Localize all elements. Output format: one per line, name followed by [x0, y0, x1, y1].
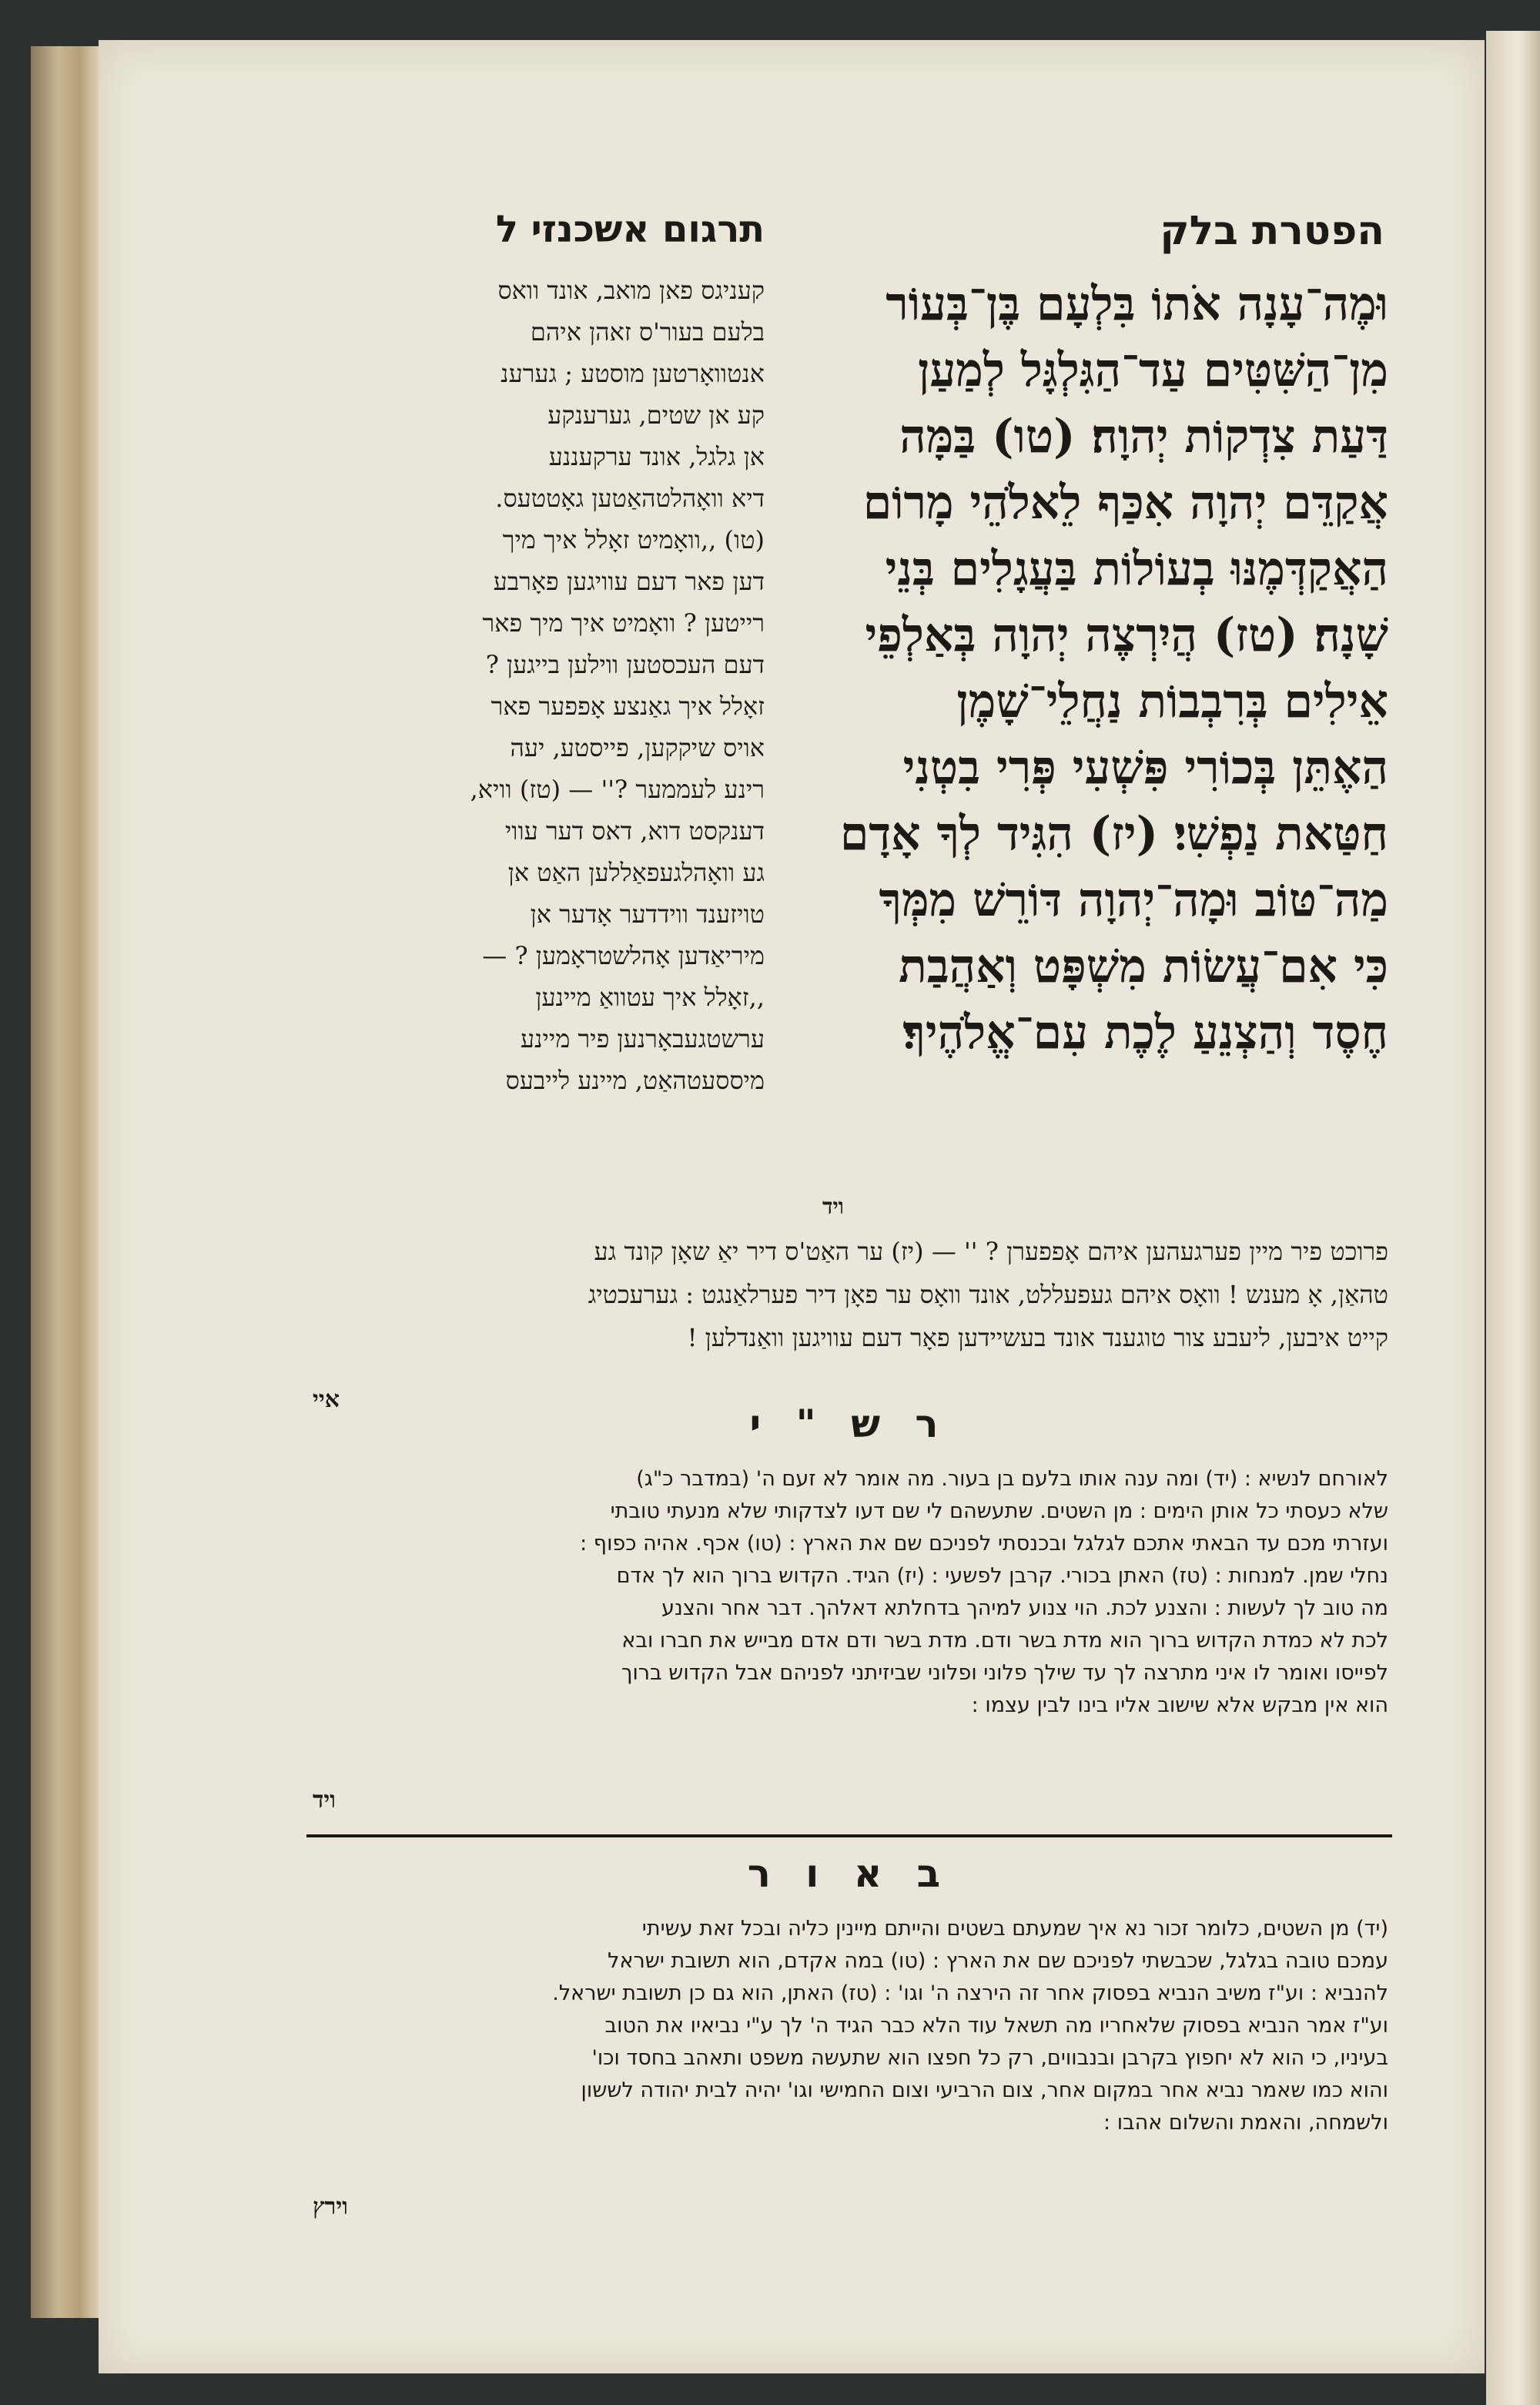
hebrew-verse-line: וּמֶה־עָנָה אֹתוֹ בִּלְעָם בֶּן־בְּעוֹר	[886, 277, 1388, 331]
rashi-line: לכת לא כמדת הקדוש ברוך הוא מדת בשר ודם. מדת בשר ודם אדם מבייש את חברו ובא	[621, 1629, 1388, 1653]
yiddish-continuation-line: קייט איבען, ליעבע צור טוגענד אונד בעשיידען פאָר דעם עוויגען וואַנדלען !	[687, 1323, 1388, 1352]
yiddish-line: טויזענד ווידדער אָדער אן	[530, 899, 765, 929]
yiddish-line: זאָלל איך גאַנצע אָפפער פאר	[490, 692, 765, 721]
yiddish-line: אויס שיקקען, פייסטע, יעה	[510, 733, 765, 762]
yiddish-line: רייטען ? וואָמיט איך מיך פאר	[482, 608, 765, 638]
yiddish-line: דען פאר דעם עוויגען פאָרבע	[493, 567, 765, 596]
hebrew-verse-line: חַטַּאת נַפְשִׁי׃ (יז) הִגִּיד לְךָ אָדָם	[839, 807, 1388, 861]
hebrew-verse-line: חֶסֶד וְהַצְנֵעַ לֶכֶת עִם־אֱלֹהֶיךָ׃	[902, 1006, 1388, 1060]
rashi-line: מה טוב לך לעשות : והצנע לכת. הוי צנוע למיהך בדחלתא דאלהך. דבר אחר והצנע	[661, 1596, 1388, 1620]
book-page	[99, 40, 1485, 2373]
rashi-line: שלא כעסתי כל אותן הימים : מן השטים. שתעשהם לי שם דעו לצדקותי שלא מנעתי טובתי	[610, 1499, 1388, 1523]
biur-commentary	[310, 1913, 1388, 2139]
hebrew-verse-column	[772, 271, 1388, 1066]
biur-line: להנביא : וע"ז משיב הנביא בפסוק אחר זה הירצה ה' וגו' : (טז) האתן, הוא גם כן תשובת ישראל.	[552, 1981, 1388, 2005]
hebrew-verse-line: הַאֶתֵּן בְּכוֹרִי פִּשְׁעִי פְּרִי בִטְנִי	[902, 741, 1388, 795]
hebrew-verse-line: דַּעַת צִדְקוֹת יְהוָה׃ (טו) בַּמָּה	[899, 410, 1388, 464]
biur-heading: ב א ו ר	[747, 1851, 952, 1896]
yiddish-line: (טו) ,,וואָמיט זאָלל איך מיך	[502, 525, 765, 554]
yiddish-catchword: איי	[313, 1386, 340, 1413]
biur-line: עמכם טובה בגלגל, שכבשתי לפניכם שם את הארץ : (טו) במה אקדם, הוא תשובת ישראל	[608, 1949, 1388, 1973]
yiddish-line: מיססעטהאַט, מיינע לייבעס	[505, 1066, 765, 1095]
yiddish-line: ,,זאָלל איך עטוואַ מיינען	[535, 983, 765, 1012]
hebrew-verse-line: מִן־הַשִּׁטִּים עַד־הַגִּלְגָּל לְמַעַן	[918, 343, 1388, 397]
rashi-line: הוא אין מבקש אלא שישוב אליו בינו לבין עצמו :	[971, 1693, 1388, 1717]
yiddish-continuation-line: טהאַן, אָ מענש ! וואָס איהם געפעללט, אונד וואָס ער פאָן דיר פערלאַנגט : גערעכטיג	[588, 1280, 1388, 1309]
rashi-line: לאורחם לנשיא : (יד) ומה ענה אותו בלעם בן בעור. מה אומר לא זעם ה' (במדבר כ"ג)	[636, 1467, 1388, 1491]
yiddish-line: בלעם בעור'ס זאהן איהם	[530, 317, 765, 347]
yiddish-line: רינע לעממער ?'' — (טז) וויא,	[470, 775, 765, 804]
yiddish-translation-column	[310, 270, 765, 1101]
yiddish-continuation-line: פרוכט פיר מיין פערגעהען איהם אָפפערן ? '' — (יז) ער האַט'ס דיר יאַ שאָן קונד גע	[594, 1237, 1388, 1266]
yiddish-line: אן גלגל, אונד ערקעננע	[548, 442, 765, 471]
hebrew-verse-line: מַה־טּוֹב וּמָה־יְהוָה דּוֹרֵשׁ מִמְּךָ	[879, 873, 1388, 927]
hebrew-verse-line: הַאֲקַדְּמֶנּוּ בְעוֹלוֹת בַּעֲגָלִים בְּנֵי	[885, 542, 1388, 596]
yiddish-line: מיריאַדען אָהלשטראָמען ? —	[482, 941, 765, 970]
hebrew-verse-line: שָׁנָה׃ (טז) הֲיִרְצֶה יְהוָה בְּאַלְפֵי	[865, 608, 1388, 662]
yiddish-line: קעניגס פאן מואב, אונד וואס	[497, 276, 765, 305]
biur-line: וע"ז אמר הנביא בפסוק שלאחריו מה תשאל עוד הלא כבר הגיד ה' לך ע"י נביאיו את הטוב	[604, 2014, 1388, 2038]
rashi-line: ועזרתי מכם עד הבאתי אתכם לגלגל ובכנסתי לפניכם שם את הארץ : (טו) אכף. אהיה כפוף :	[580, 1532, 1388, 1556]
yiddish-line: גע וואָהלגעפאַללען האַט אן	[507, 858, 765, 887]
book-edge-right	[1486, 31, 1540, 2405]
hebrew-catchword: ויד	[822, 1194, 844, 1219]
biur-line: בעיניו, כי הוא לא יחפוץ בקרבן ובנבווים, רק כל חפצו הוא שתעשה משפט ותאהב בחסד וכו'	[591, 2046, 1388, 2070]
hebrew-verse-line: אֲקַדֵּם יְהוָה אִכַּף לֵאלֹהֵי מָרוֹם	[862, 476, 1388, 530]
page-header-targum: תרגום אשכנזי ל	[495, 208, 765, 251]
biur-line: (יד) מן השטים, כלומר זכור נא איך שמעתם בשטים והייתם מיינין כליה ובכל זאת עשיתי	[641, 1917, 1388, 1941]
yiddish-line: קע אן שטים, גערענקע	[547, 400, 765, 430]
yiddish-line: דיא וואָהלטהאַטען גאָטטעס.	[495, 484, 765, 513]
rashi-line: נחלי שמן. למנחות : (טז) האתן בכורי. קרבן לפשעי : (יז) הגיד. הקדוש ברוך הוא לך אדם	[616, 1564, 1388, 1588]
yiddish-line: ערשטגעבאָרנען פיר מיינע	[521, 1024, 765, 1053]
book-edge-left	[31, 46, 100, 2318]
biur-line: ולשמחה, והאמת והשלום אהבו :	[1103, 2111, 1388, 2135]
yiddish-line: דעם העכסטען ווילען בייגען ?	[485, 650, 765, 679]
page-header-haftarah: הפטרת בלק	[1160, 208, 1384, 254]
rashi-line: לפייסו ואומר לו איני מתרצה לך עד שילך פלוני ופלוני שביזיתני לפניהם אבל הקדוש ברוך	[621, 1661, 1388, 1685]
yiddish-line: דענקסט דוא, דאס דער עווי	[504, 816, 765, 846]
section-divider	[306, 1834, 1392, 1837]
hebrew-verse-line: כִּי אִם־עֲשׂוֹת מִשְׁפָּט וְאַהֲבַת	[899, 940, 1388, 993]
rashi-catchword: ויד	[313, 1787, 336, 1814]
yiddish-continuation	[310, 1230, 1388, 1359]
rashi-commentary	[310, 1463, 1388, 1722]
rashi-heading: ר ש " י	[749, 1402, 949, 1446]
biur-line: והוא כמו שאמר נביא אחר במקום אחר, צום הרביעי וצום החמישי וגו' יהיה לבית יהודה לששון	[581, 2078, 1388, 2102]
hebrew-verse-line: אֵילִים בְּרִבְבוֹת נַחֲלֵי־שָׁמֶן	[956, 675, 1388, 729]
yiddish-line: אנטוואָרטען מוסטע ; גערענ	[500, 359, 765, 388]
biur-catchword: וירץ	[313, 2193, 348, 2220]
